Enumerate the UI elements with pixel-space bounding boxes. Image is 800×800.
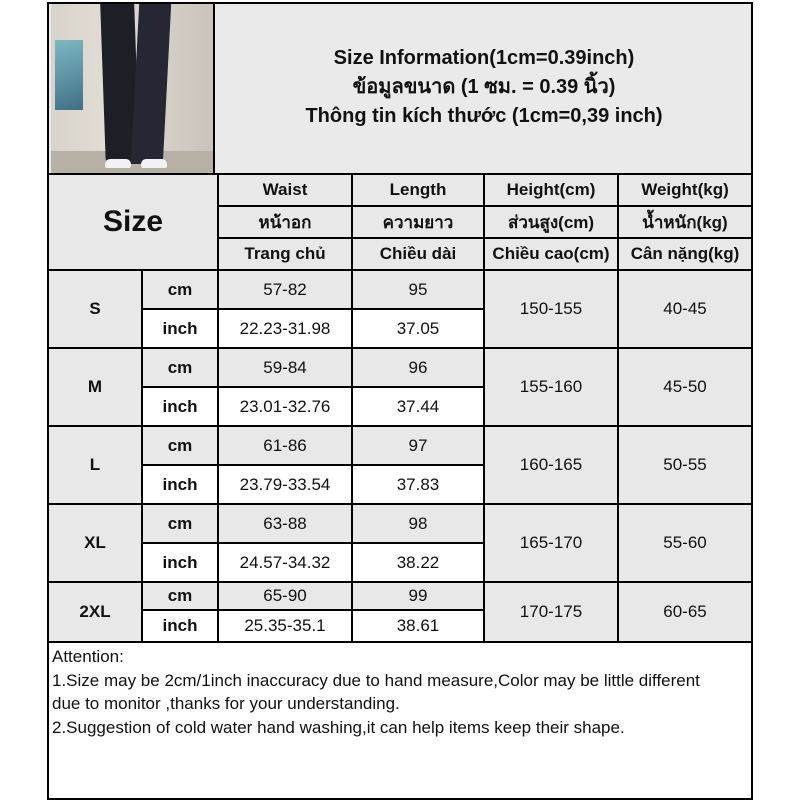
- length-inch-value: 37.44: [353, 388, 485, 427]
- unit-cm: cm: [143, 427, 219, 466]
- height-header-th: ส่วนสูง(cm): [485, 207, 619, 239]
- waist-cm-value: 63-88: [219, 505, 353, 544]
- title-english: Size Information(1cm=0.39inch): [333, 47, 635, 69]
- size-label-l: L: [49, 427, 143, 505]
- size-label-s: S: [49, 271, 143, 349]
- waist-header-vi: Trang chủ: [219, 239, 353, 271]
- weight-value: 45-50: [619, 349, 751, 427]
- unit-cm: cm: [143, 505, 219, 544]
- waist-inch-value: 25.35-35.1: [219, 611, 353, 643]
- height-header-vi: Chiều cao(cm): [485, 239, 619, 271]
- length-cm-value: 98: [353, 505, 485, 544]
- waist-cm-value: 57-82: [219, 271, 353, 310]
- length-cm-value: 96: [353, 349, 485, 388]
- waist-cm-value: 65-90: [219, 583, 353, 611]
- length-cm-value: 95: [353, 271, 485, 310]
- length-inch-value: 38.22: [353, 544, 485, 583]
- height-value: 165-170: [485, 505, 619, 583]
- size-column-header: Size: [49, 175, 219, 271]
- note-line: 1.Size may be 2cm/1inch inaccuracy due to hand measure,Color may be little different: [52, 670, 700, 690]
- notes-heading: Attention:: [52, 647, 124, 666]
- waist-inch-value: 23.79-33.54: [219, 466, 353, 505]
- height-header-en: Height(cm): [485, 175, 619, 207]
- pants-right-leg: [131, 4, 171, 164]
- length-header-th: ความยาว: [353, 207, 485, 239]
- size-label-xl: XL: [49, 505, 143, 583]
- title-thai: ข้อมูลขนาด (1 ซม. = 0.39 นิ้ว): [352, 76, 616, 98]
- unit-cm: cm: [143, 349, 219, 388]
- size-chart: [47, 2, 753, 800]
- waist-header-en: Waist: [219, 175, 353, 207]
- unit-cm: cm: [143, 583, 219, 611]
- weight-value: 50-55: [619, 427, 751, 505]
- unit-inch: inch: [143, 544, 219, 583]
- unit-inch: inch: [143, 611, 219, 643]
- length-cm-value: 97: [353, 427, 485, 466]
- attention-notes: [49, 642, 751, 739]
- weight-value: 55-60: [619, 505, 751, 583]
- weight-header-en: Weight(kg): [619, 175, 751, 207]
- waist-inch-value: 22.23-31.98: [219, 310, 353, 349]
- weight-header-th: น้ำหนัก(kg): [619, 207, 751, 239]
- unit-inch: inch: [143, 388, 219, 427]
- height-value: 155-160: [485, 349, 619, 427]
- unit-inch: inch: [143, 466, 219, 505]
- height-value: 160-165: [485, 427, 619, 505]
- weight-value: 40-45: [619, 271, 751, 349]
- wall-poster: [55, 40, 83, 110]
- length-header-vi: Chiều dài: [353, 239, 485, 271]
- waist-cm-value: 59-84: [219, 349, 353, 388]
- unit-cm: cm: [143, 271, 219, 310]
- weight-header-vi: Cân nặng(kg): [619, 239, 751, 271]
- size-label-2xl: 2XL: [49, 583, 143, 643]
- length-inch-value: 38.61: [353, 611, 485, 643]
- length-header-en: Length: [353, 175, 485, 207]
- size-label-m: M: [49, 349, 143, 427]
- length-cm-value: 99: [353, 583, 485, 611]
- note-line: due to monitor ,thanks for your understanding.: [52, 694, 400, 713]
- waist-inch-value: 24.57-34.32: [219, 544, 353, 583]
- title-vietnamese: Thông tin kích thước (1cm=0,39 inch): [305, 105, 663, 127]
- title-block: [217, 44, 751, 131]
- shoe-right: [141, 159, 167, 168]
- product-photo: [51, 4, 215, 173]
- unit-inch: inch: [143, 310, 219, 349]
- note-line: 2.Suggestion of cold water hand washing,it can help items keep their shape.: [52, 717, 625, 737]
- length-inch-value: 37.05: [353, 310, 485, 349]
- height-value: 170-175: [485, 583, 619, 643]
- height-value: 150-155: [485, 271, 619, 349]
- weight-value: 60-65: [619, 583, 751, 643]
- waist-inch-value: 23.01-32.76: [219, 388, 353, 427]
- waist-header-th: หน้าอก: [219, 207, 353, 239]
- shoe-left: [105, 159, 131, 168]
- length-inch-value: 37.83: [353, 466, 485, 505]
- waist-cm-value: 61-86: [219, 427, 353, 466]
